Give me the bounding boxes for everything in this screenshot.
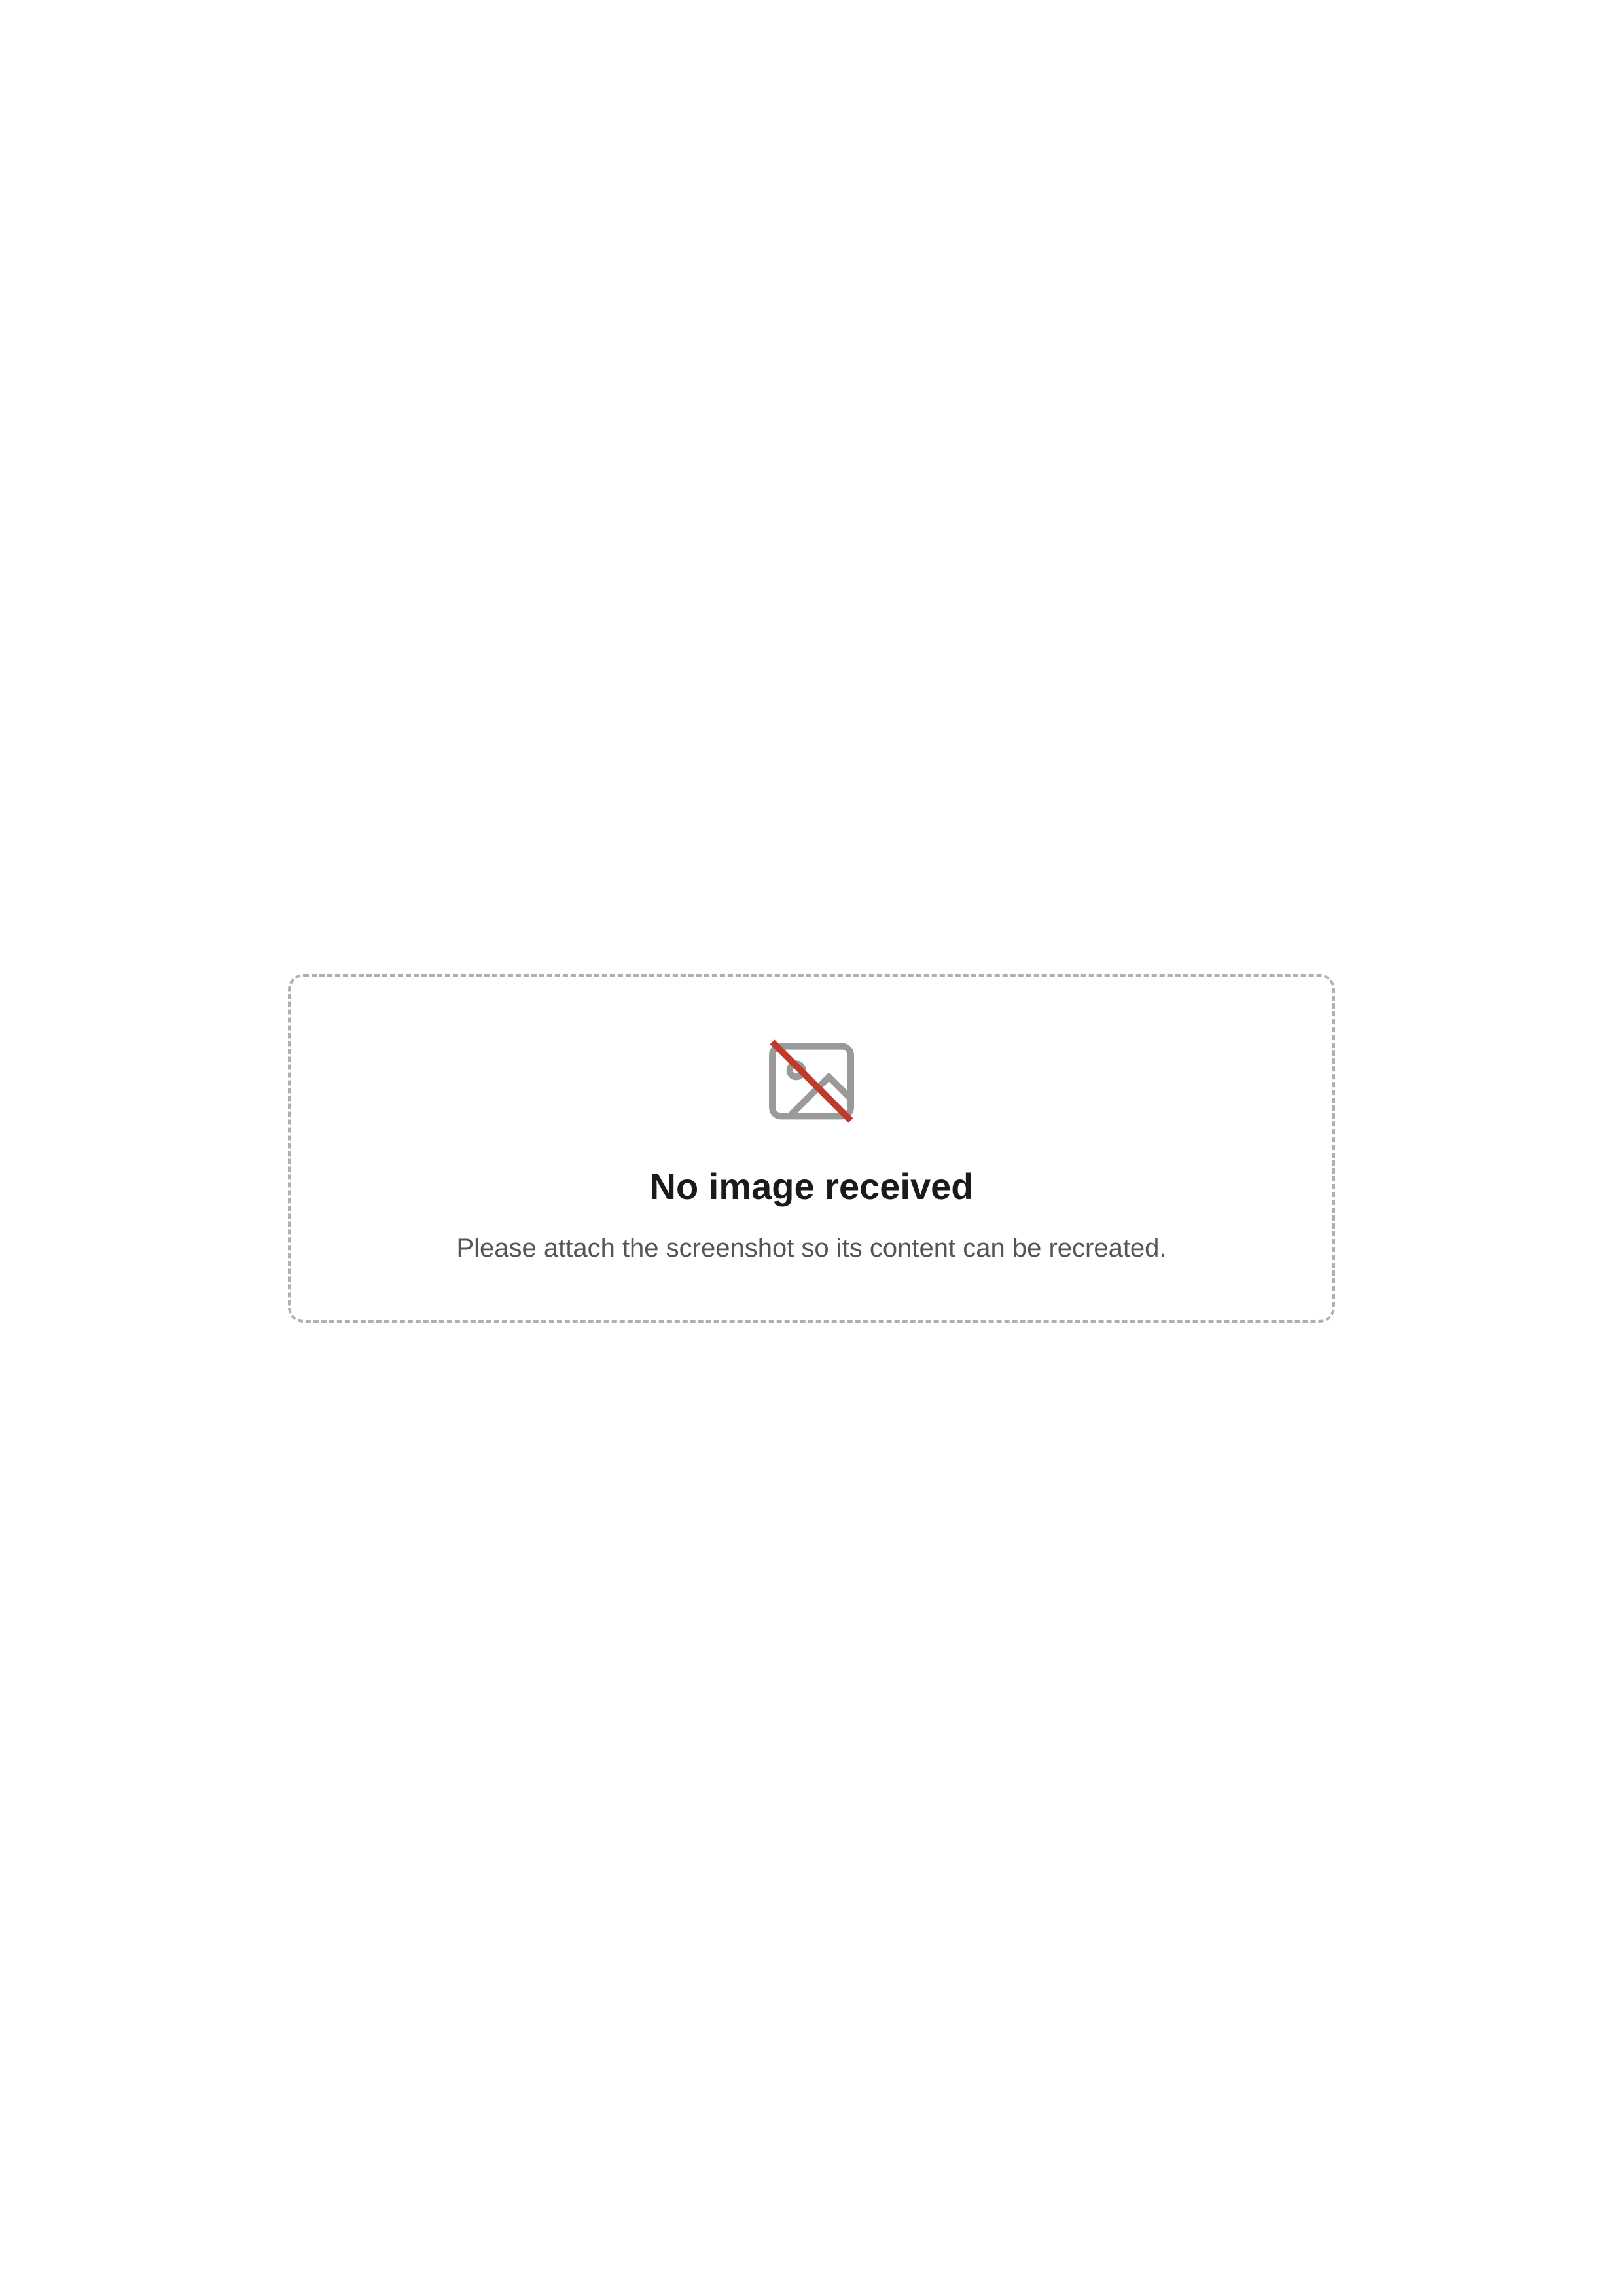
notice-title: No image received	[649, 1165, 974, 1207]
missing-image-notice	[288, 974, 1335, 1323]
image-missing-icon	[759, 1029, 864, 1134]
notice-message: Please attach the screenshot so its content can be recreated.	[456, 1233, 1167, 1263]
